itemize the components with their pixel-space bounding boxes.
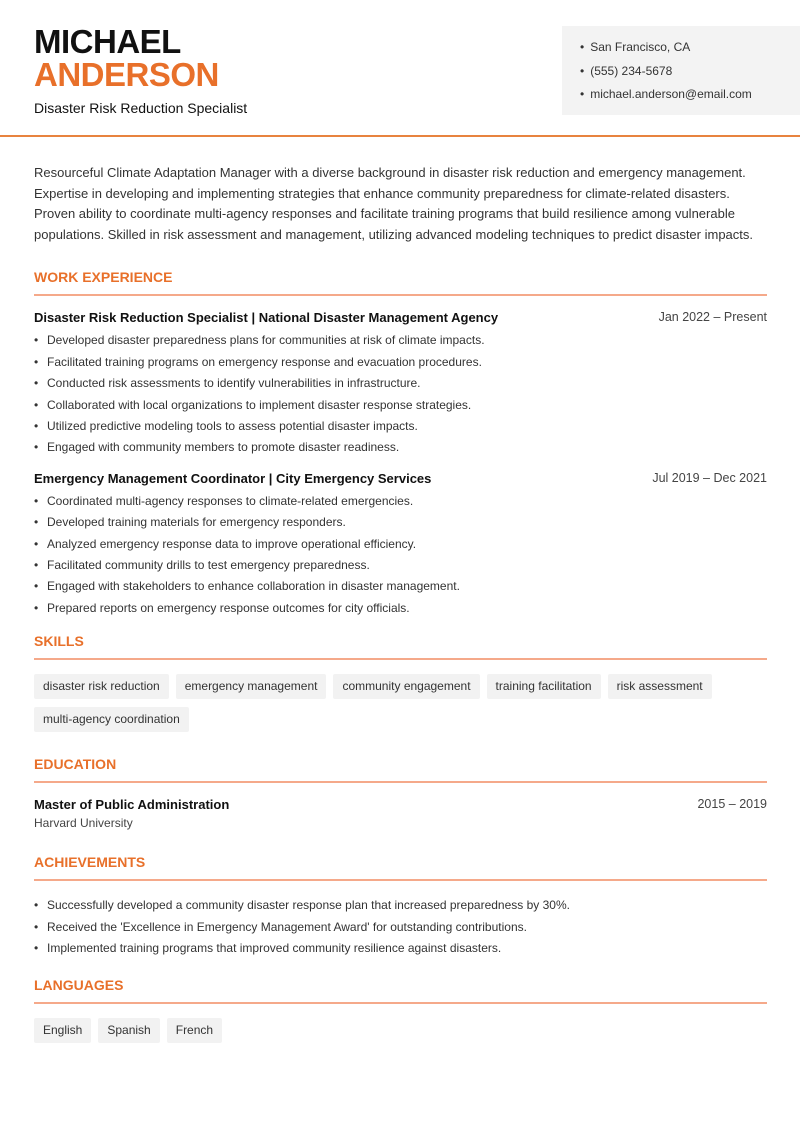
job-bullets bbox=[34, 491, 767, 619]
language-tag: English bbox=[34, 1018, 91, 1043]
skill-tag: disaster risk reduction bbox=[34, 674, 169, 699]
languages-list bbox=[34, 1018, 767, 1043]
contact-phone: • (555) 234-5678 bbox=[580, 62, 800, 86]
section-heading-achievements: ACHIEVEMENTS bbox=[34, 854, 767, 881]
education-dates: 2015 – 2019 bbox=[697, 797, 767, 812]
job-bullet: • Utilized predictive modeling tools to assess potential disaster impacts. bbox=[34, 416, 767, 437]
job-bullet: • Developed training materials for emergency responders. bbox=[34, 512, 767, 533]
section-heading-skills: SKILLS bbox=[34, 633, 767, 660]
job-bullet: • Analyzed emergency response data to improve operational efficiency. bbox=[34, 534, 767, 555]
summary: Resourceful Climate Adaptation Manager with a diverse background in disaster risk reduction and emergency management. Expertise in developing and implementing strategies that enhance community preparedness for climate-related disasters. Proven ability to coordinate multi-agency responses and facilitate training programs that build resilience among vulnerable populations. Skilled in risk assessment and management, utilizing advanced modeling techniques to predict disaster impacts. bbox=[34, 165, 753, 242]
job-bullet: • Prepared reports on emergency response outcomes for city officials. bbox=[34, 598, 767, 619]
skill-tag: emergency management bbox=[176, 674, 327, 699]
skill-tag: training facilitation bbox=[487, 674, 601, 699]
job-bullet: • Conducted risk assessments to identify vulnerabilities in infrastructure. bbox=[34, 373, 767, 394]
achievements-list bbox=[34, 895, 767, 959]
job-bullet: • Developed disaster preparedness plans for communities at risk of climate impacts. bbox=[34, 330, 767, 351]
job-bullet: • Facilitated training programs on emergency response and evacuation procedures. bbox=[34, 352, 767, 373]
job-role: Disaster Risk Reduction Specialist | National Disaster Management Agency bbox=[34, 310, 499, 326]
first-name: MICHAEL bbox=[34, 23, 181, 60]
achievement-item: • Successfully developed a community disaster response plan that increased preparedness by 30%. bbox=[34, 895, 767, 916]
language-tag: Spanish bbox=[98, 1018, 159, 1043]
section-heading-work: WORK EXPERIENCE bbox=[34, 269, 767, 296]
job-bullets bbox=[34, 330, 767, 458]
job-bullet: • Coordinated multi-agency responses to climate-related emergencies. bbox=[34, 491, 767, 512]
job-dates: Jul 2019 – Dec 2021 bbox=[652, 470, 767, 485]
section-heading-education: EDUCATION bbox=[34, 756, 767, 783]
job-bullet: • Facilitated community drills to test emergency preparedness. bbox=[34, 555, 767, 576]
contact-box bbox=[562, 26, 800, 115]
skill-tag: risk assessment bbox=[608, 674, 712, 699]
contact-location: • San Francisco, CA bbox=[580, 38, 800, 62]
section-heading-languages: LANGUAGES bbox=[34, 977, 767, 1004]
job-header bbox=[34, 310, 767, 325]
education-entry bbox=[34, 797, 767, 812]
job-header bbox=[34, 471, 767, 486]
contact-email: • michael.anderson@email.com bbox=[580, 85, 800, 109]
job-dates: Jan 2022 – Present bbox=[658, 310, 767, 325]
skills-list bbox=[34, 674, 767, 732]
achievement-item: • Received the 'Excellence in Emergency Management Award' for outstanding contributions. bbox=[34, 917, 767, 938]
skill-tag: multi-agency coordination bbox=[34, 707, 189, 732]
job-role: Emergency Management Coordinator | City Emergency Services bbox=[34, 470, 432, 486]
job-entry bbox=[34, 310, 767, 458]
job-entry bbox=[34, 471, 767, 619]
job-list bbox=[34, 310, 767, 619]
language-tag: French bbox=[167, 1018, 222, 1043]
degree: Master of Public Administration bbox=[34, 797, 230, 813]
school: Harvard University bbox=[34, 816, 133, 831]
job-bullet: • Collaborated with local organizations to implement disaster response strategies. bbox=[34, 395, 767, 416]
skill-tag: community engagement bbox=[333, 674, 479, 699]
job-bullet: • Engaged with stakeholders to enhance collaboration in disaster management. bbox=[34, 576, 767, 597]
achievement-item: • Implemented training programs that improved community resilience against disasters. bbox=[34, 938, 767, 959]
last-name: ANDERSON bbox=[34, 56, 219, 93]
resume-header bbox=[0, 0, 800, 137]
job-title: Disaster Risk Reduction Specialist bbox=[34, 100, 248, 116]
job-bullet: • Engaged with community members to promote disaster readiness. bbox=[34, 437, 767, 458]
